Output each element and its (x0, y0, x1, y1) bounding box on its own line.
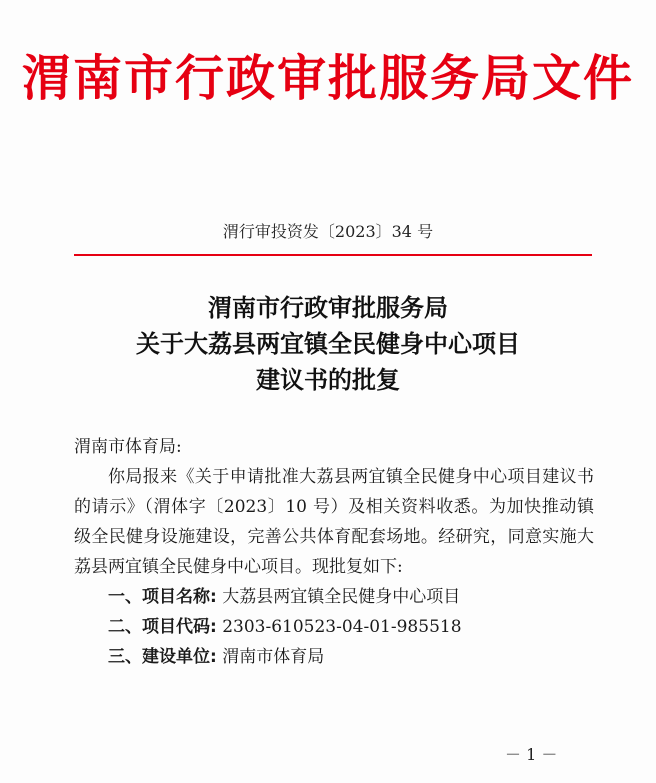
list-item (74, 612, 594, 642)
list-item (74, 582, 594, 612)
red-divider-line (74, 254, 592, 256)
page-number: － 1 － (505, 745, 558, 764)
salutation: 渭南市体育局: (74, 437, 182, 457)
item-label: 二、项目代码: (108, 617, 217, 637)
document-title (0, 290, 656, 398)
item-value: 2303-610523-04-01-985518 (222, 617, 462, 637)
item-value: 大荔县两宜镇全民健身中心项目 (222, 587, 461, 607)
item-label: 三、建设单位: (108, 647, 217, 667)
list-item (74, 642, 594, 672)
item-value: 渭南市体育局 (222, 647, 325, 667)
document-number: 渭行审投资发〔2023〕34 号 (222, 222, 434, 241)
title-line-3: 建议书的批复 (256, 366, 400, 394)
title-line-1: 渭南市行政审批服务局 (208, 294, 448, 322)
document-body (74, 432, 594, 672)
masthead-title: 渭南市行政审批服务局文件 (21, 49, 634, 107)
body-paragraph: 你局报来《关于申请批准大荔县两宜镇全民健身中心项目建议书的请示》（渭体字〔2023〕10 号）及相关资料收悉。为加快推动镇级全民健身设施建设，完善公共体育配套场地。经研究，同意实施大荔县两宜镇全民健身中心项目。现批复如下: (74, 467, 594, 577)
title-line-2: 关于大荔县两宜镇全民健身中心项目 (136, 330, 520, 358)
item-label: 一、项目名称: (108, 587, 217, 607)
